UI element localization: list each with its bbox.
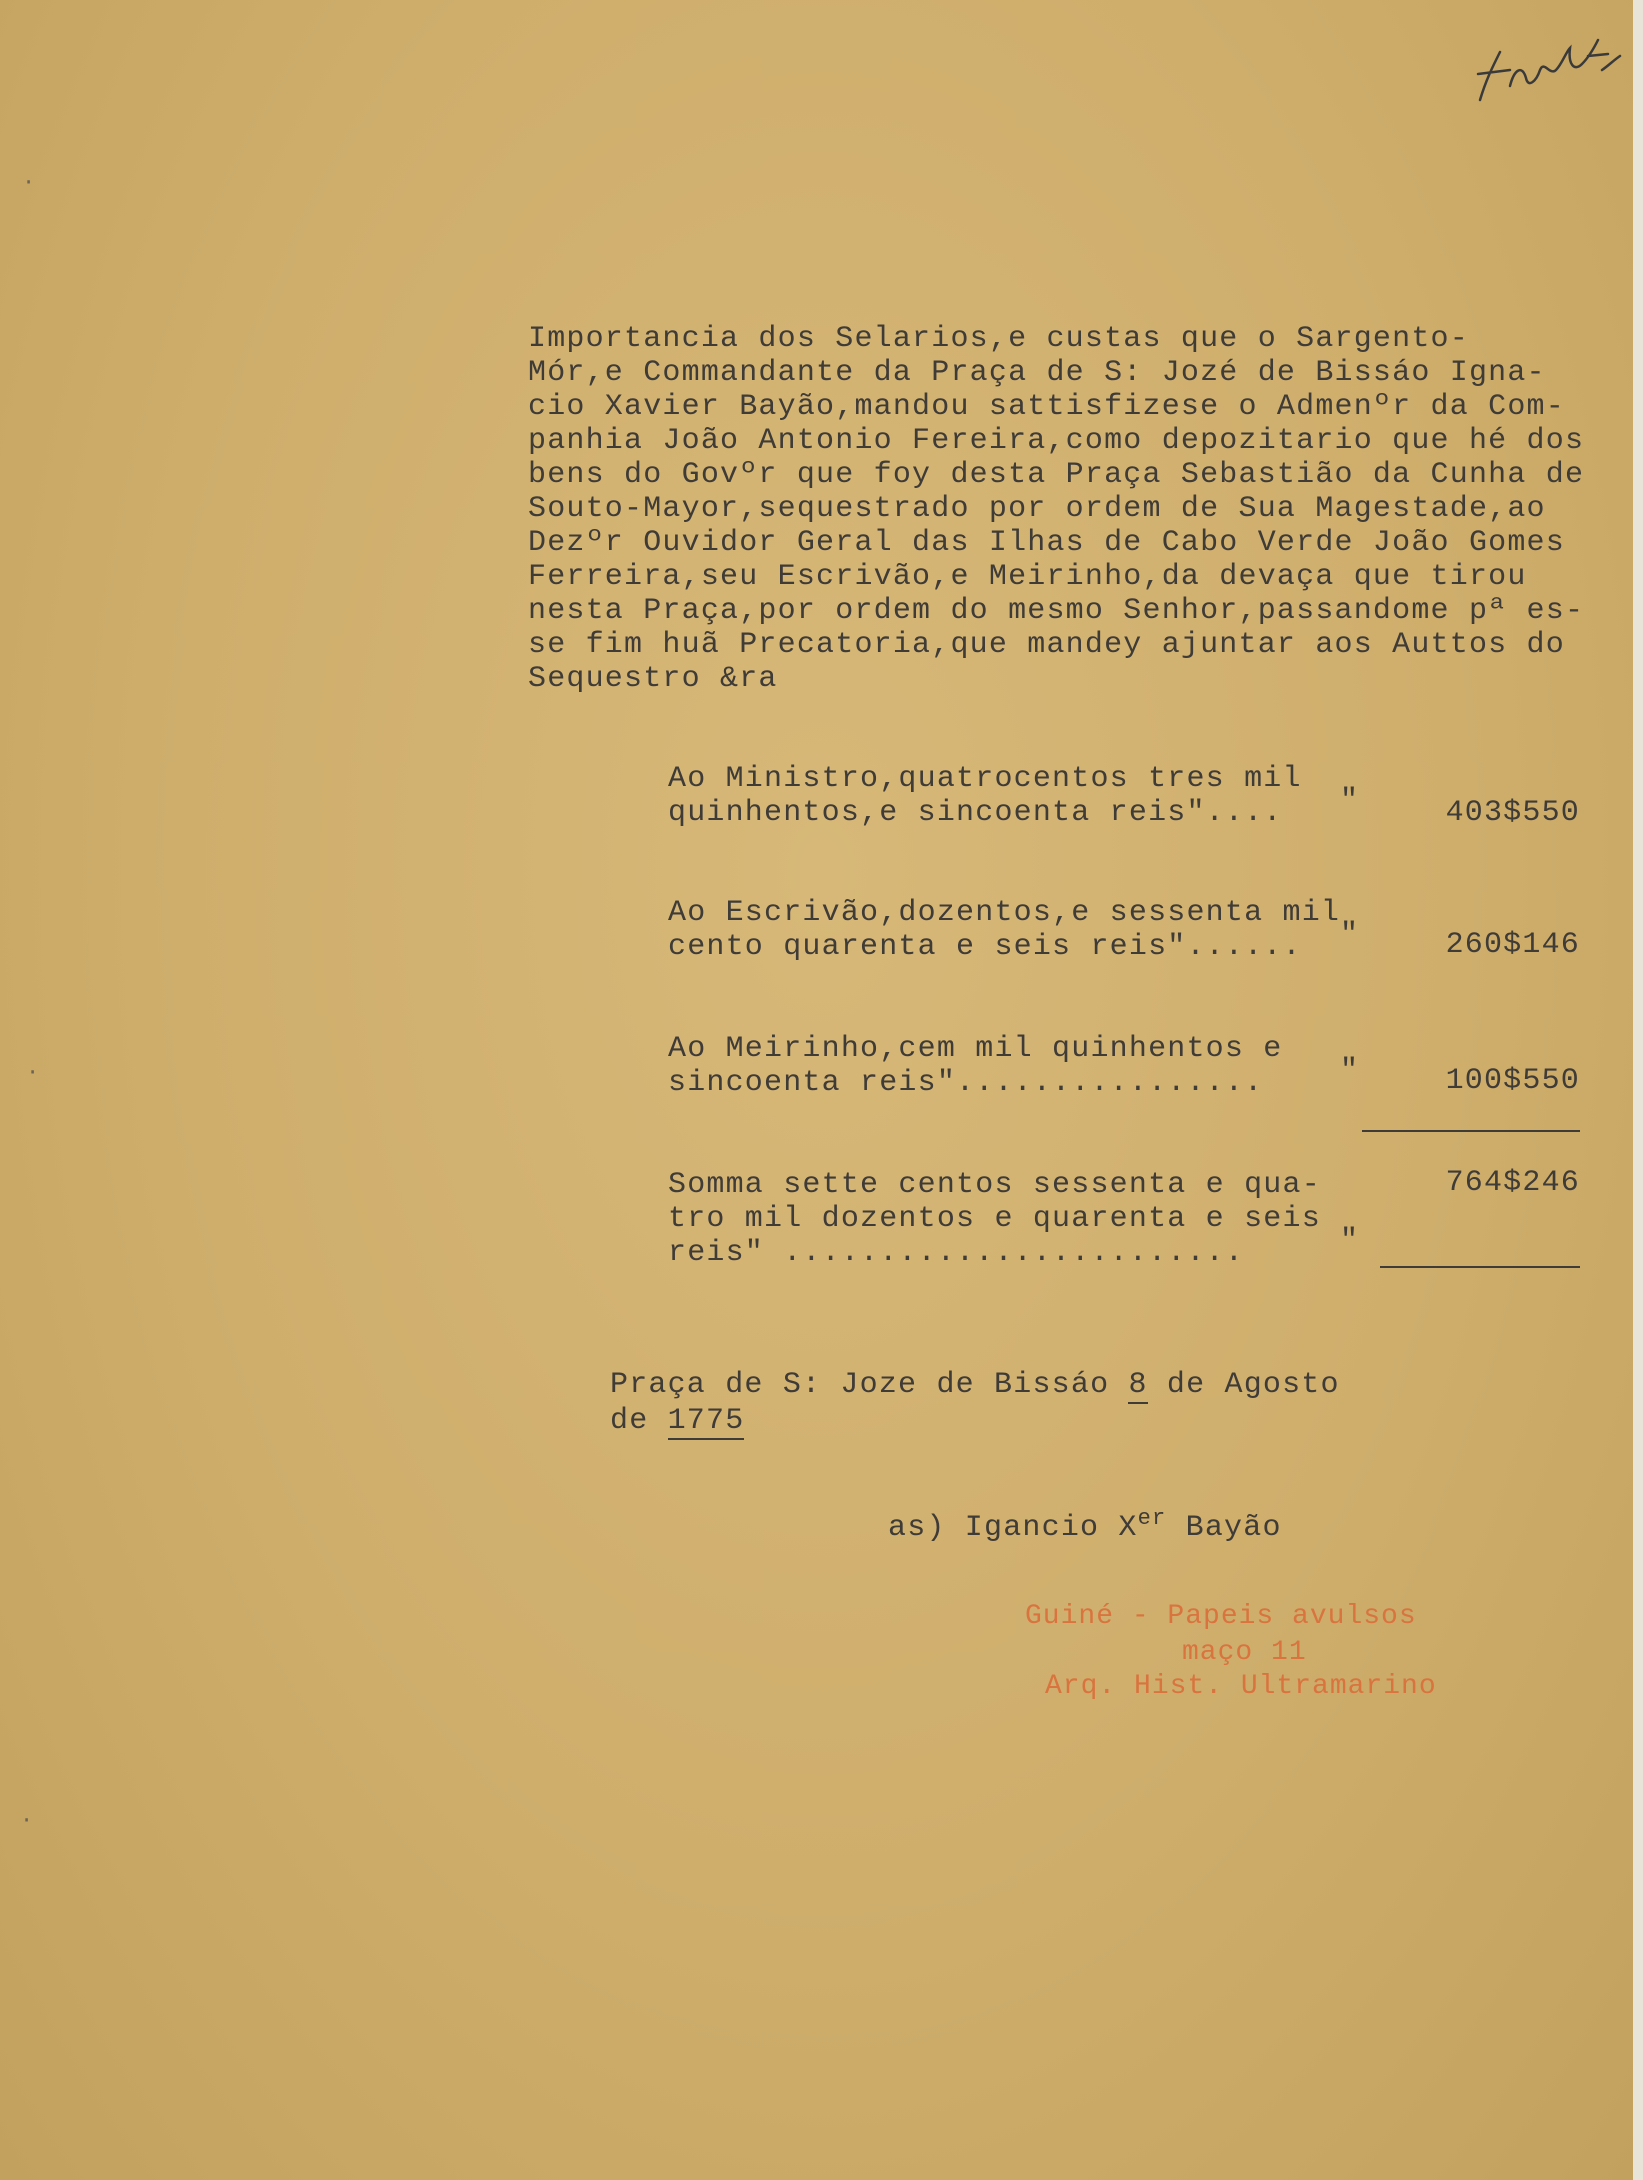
day-value: 8	[1128, 1368, 1148, 1402]
signature-suffix: Bayão	[1166, 1511, 1282, 1545]
intro-paragraph: Importancia dos Selarios,e custas que o Sargento- Mór,e Commandante da Praça de S: Jozé de Bissáo Igna- cio Xavier Bayão,mandou sattisfizese o Admenºr da Com- panhia João Antonio Fereira,como depozitario que hé dos bens do Govºr que foy desta Praça Sebastião da Cunha de Souto-Mayor,sequestrado por ordem de Sua Magestade,ao Dezºr Ouvidor Geral das Ilhas de Cabo Verde João Gomes Ferreira,seu Escrivão,e Meirinho,da devaça que tirou nesta Praça,por ordem do mesmo Senhor,passandome pª es- se fim huã Precatoria,que mandey ajuntar aos Auttos do Sequestro &ra	[528, 322, 1585, 696]
paper-speck: ·	[20, 1808, 34, 1833]
total-mark: "	[1340, 1224, 1360, 1258]
item-meirinho-amount: 100$550	[1445, 1064, 1580, 1098]
signature-prefix: as) Igancio X	[888, 1511, 1138, 1545]
year-prefix: de	[610, 1404, 668, 1438]
place-date-line	[610, 1368, 1340, 1402]
year-value: 1775	[667, 1404, 745, 1438]
archive-stamp-line-1: Guiné - Papeis avulsos	[1025, 1601, 1417, 1632]
total-rule	[1380, 1266, 1580, 1268]
page-edge	[1633, 0, 1643, 2180]
item-meirinho-text: Ao Meirinho,cem mil quinhentos e sincoenta reis"................	[668, 1032, 1283, 1100]
item-ministro-text: Ao Ministro,quatrocentos tres mil quinhentos,e sincoenta reis"....	[668, 762, 1302, 830]
item-escrivao-amount: 260$146	[1445, 928, 1580, 962]
total-amount: 764$246	[1445, 1166, 1580, 1200]
total-text: Somma sette centos sessenta e qua- tro mil dozentos e quarenta e seis reis" ........................	[668, 1168, 1321, 1270]
item-escrivao-text: Ao Escrivão,dozentos,e sessenta mil cento quarenta e seis reis"......	[668, 896, 1341, 964]
item-ministro-mark: "	[1340, 784, 1360, 818]
place-text: Praça de S: Joze de Bissáo	[610, 1368, 1129, 1402]
item-ministro-amount: 403$550	[1445, 796, 1580, 830]
item-meirinho-mark: "	[1340, 1054, 1360, 1088]
handwritten-signature	[1470, 30, 1630, 110]
paper-speck: ·	[26, 1060, 40, 1085]
year-line	[610, 1404, 744, 1438]
month-text: de Agosto	[1147, 1368, 1340, 1402]
signature-line	[888, 1502, 1282, 1545]
sum-rule	[1362, 1130, 1580, 1132]
item-escrivao-mark: "	[1340, 918, 1360, 952]
archive-stamp-line-3: Arq. Hist. Ultramarino	[1045, 1671, 1437, 1702]
signature-sup: er	[1137, 1506, 1167, 1531]
paper-speck: ·	[22, 170, 36, 195]
archive-stamp-line-2: maço 11	[1182, 1637, 1307, 1668]
